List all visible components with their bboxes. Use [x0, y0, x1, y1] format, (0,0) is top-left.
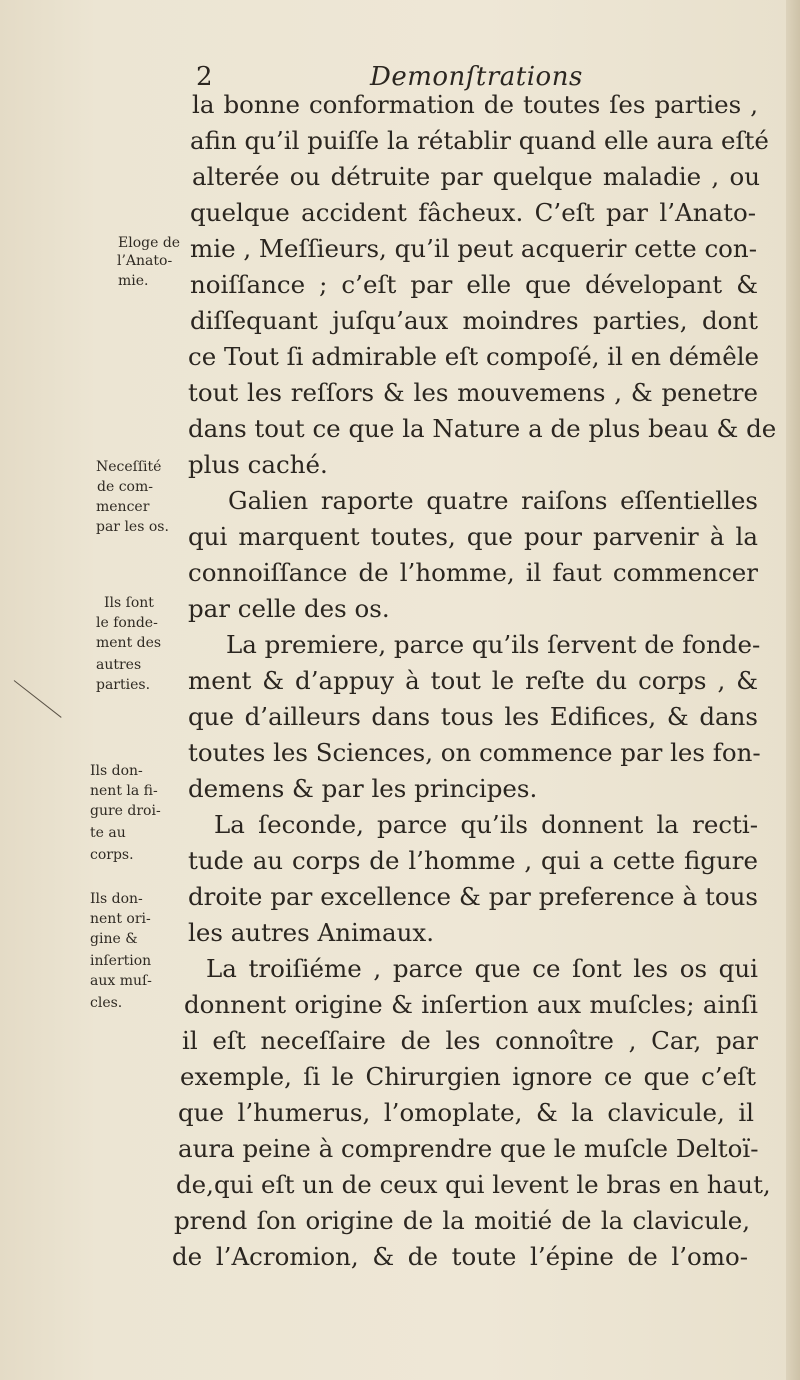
text-line: connoiſſance de l’homme, il faut commencer [188, 558, 758, 587]
margin-note-line: cles. [90, 995, 123, 1011]
text-line: aura peine à comprendre que le muſcle Deltoï- [178, 1134, 759, 1163]
text-line: la bonne conformation de toutes ſes parties , [192, 90, 758, 119]
text-line: toutes les Sciences, on commence par les fon- [188, 738, 761, 767]
margin-note-line: par les os. [96, 519, 169, 535]
text-line: La premiere, parce qu’ils ſervent de fonde- [226, 630, 761, 659]
margin-note-line: Neceſſité [96, 459, 162, 475]
text-line: mie , Meſſieurs, qu’il peut acquerir cette con- [190, 234, 757, 263]
text-line: donnent origine & inſertion aux muſcles; ainſi [184, 990, 758, 1019]
text-line: La ſeconde, parce qu’ils donnent la recti- [214, 810, 758, 839]
margin-note-line: Ils ſont [104, 595, 154, 611]
text-line: de l’Acromion, & de toute l’épine de l’omo- [172, 1242, 748, 1271]
text-line: La troiſiéme , parce que ce ſont les os qui [206, 954, 758, 983]
margin-note-line: nent ori- [90, 911, 151, 927]
margin-note-line: autres [96, 657, 142, 673]
stray-ink-mark [14, 680, 62, 718]
text-line: que l’humerus, l’omoplate, & la clavicule, il [178, 1098, 754, 1127]
margin-note-line: Ils don- [90, 763, 143, 779]
text-line: prend ſon origine de la moitié de la clavicule, [174, 1206, 750, 1235]
margin-note-line: de com- [97, 479, 153, 495]
margin-note-line: inſertion [90, 953, 152, 969]
text-line: plus caché. [188, 450, 328, 479]
margin-note-line: nent la fi- [90, 783, 158, 799]
text-line: quelque accident fâcheux. C’eſt par l’Anato- [190, 198, 756, 227]
running-title: Demonſtrations [370, 62, 583, 92]
text-line: Galien raporte quatre raiſons eſſentielles [228, 486, 758, 515]
text-line: ment & d’appuy à tout le reſte du corps , & [188, 666, 758, 695]
text-line: diſſequant juſqu’aux moindres parties, dont [190, 306, 758, 335]
page-edge [786, 0, 800, 1380]
text-line: ce Tout ſi admirable eſt compoſé, il en démêle [188, 342, 760, 371]
text-line: exemple, ſi le Chirurgien ignore ce que c’eſt [180, 1062, 756, 1091]
page-number: 2 [196, 62, 213, 92]
margin-note-line: gine & [90, 931, 138, 947]
text-line: qui marquent toutes, que pour parvenir à la [188, 522, 758, 551]
margin-note-line: Ils don- [90, 891, 143, 907]
margin-note-line: mie. [118, 273, 149, 289]
margin-note-line: Eloge de [118, 235, 181, 251]
margin-note-line: corps. [90, 847, 134, 863]
text-line: droite par excellence & par preference à tous [188, 882, 758, 911]
text-line: que d’ailleurs dans tous les Edifices, & dans [188, 702, 758, 731]
margin-note-line: mencer [96, 499, 150, 515]
text-line: par celle des os. [188, 594, 390, 623]
text-line: tout les reſſors & les mouvemens , & penetre [188, 378, 758, 407]
margin-note-line: te au [90, 825, 126, 841]
margin-note-line: le fonde- [96, 615, 158, 631]
text-line: demens & par les principes. [188, 774, 538, 803]
text-line: de,qui eſt un de ceux qui levent le bras en haut, [176, 1170, 771, 1199]
margin-note-line: ment des [96, 635, 162, 651]
margin-note-line: parties. [96, 677, 151, 693]
margin-note-line: aux muſ- [90, 973, 152, 989]
margin-note-line: l’Anato- [117, 253, 173, 269]
text-line: afin qu’il puiſſe la rétablir quand elle aura eſté [190, 126, 769, 155]
text-line: il eſt neceſſaire de les connoître , Car, par [182, 1026, 758, 1055]
text-line: noiſſance ; c’eſt par elle que dévelopant & [190, 270, 758, 299]
text-line: alterée ou détruite par quelque maladie , ou [192, 162, 760, 191]
text-line: dans tout ce que la Nature a de plus beau & de [188, 414, 777, 443]
margin-note-line: gure droi- [90, 803, 161, 819]
text-line: les autres Animaux. [188, 918, 435, 947]
text-line: tude au corps de l’homme , qui a cette figure [188, 846, 758, 875]
